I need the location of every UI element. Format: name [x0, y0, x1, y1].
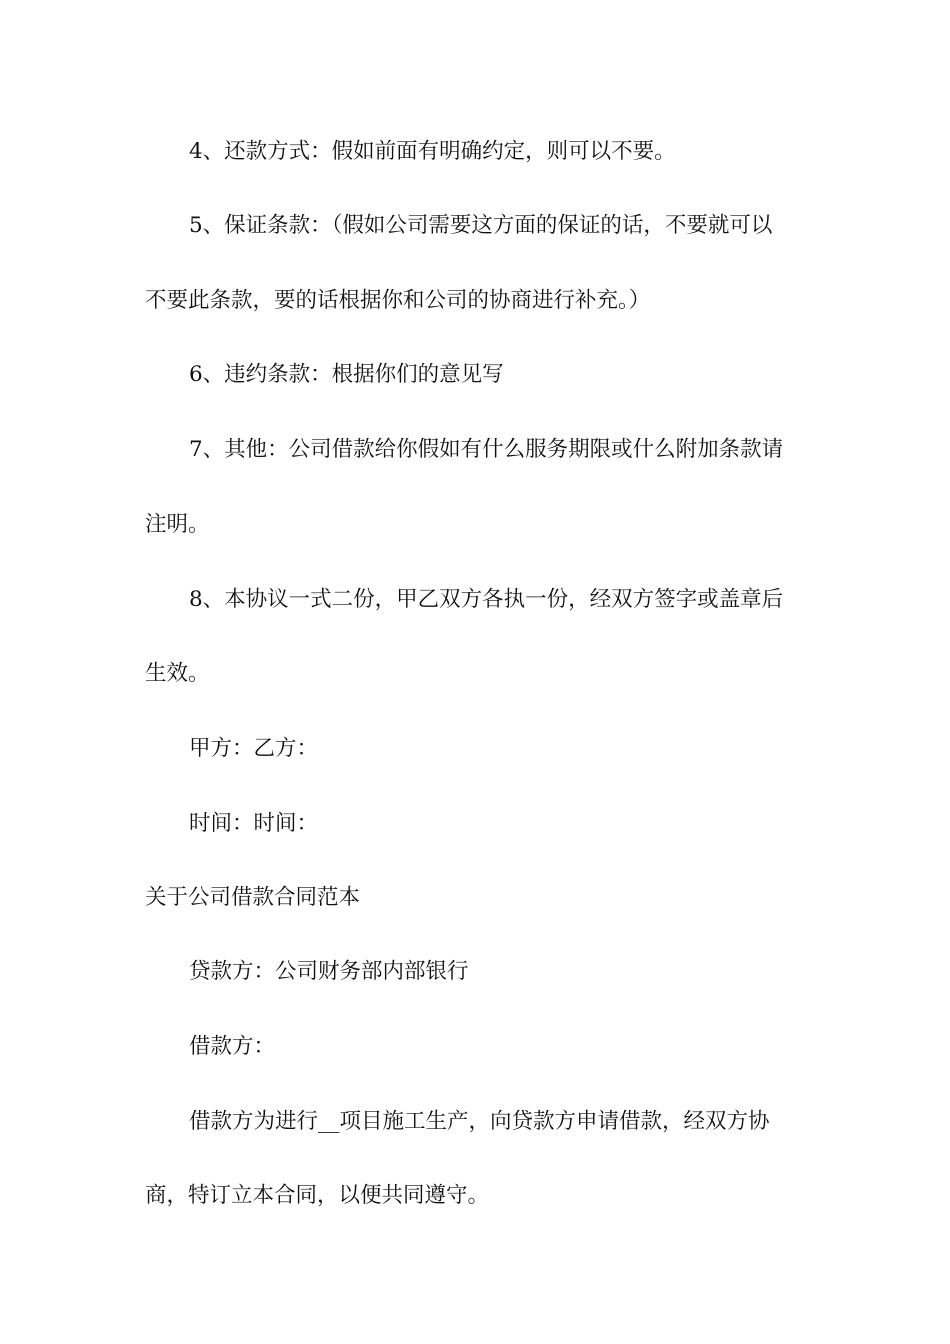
clause-8-copies: 8、本协议一式二份，甲乙双方各执一份，经双方签字或盖章后 — [189, 587, 784, 612]
clause-7-other: 7、其他：公司借款给你假如有什么服务期限或什么附加条款请 — [189, 437, 784, 462]
borrower-line: 借款方： — [189, 1034, 276, 1059]
signature-dates: 时间：时间： — [189, 811, 319, 836]
signature-parties: 甲方：乙方： — [189, 736, 319, 761]
section-title: 关于公司借款合同范本 — [145, 885, 361, 910]
clause-4-repayment: 4、还款方式：假如前面有明确约定，则可以不要。 — [189, 139, 676, 164]
clause-5-guarantee-cont: 不要此条款，要的话根据你和公司的协商进行补充。） — [145, 288, 651, 313]
preamble-cont: 商，特订立本合同，以便共同遵守。 — [145, 1183, 490, 1208]
lender-line: 贷款方：公司财务部内部银行 — [189, 959, 469, 984]
clause-6-breach: 6、违约条款：根据你们的意见写 — [189, 362, 504, 387]
clause-7-other-cont: 注明。 — [145, 512, 210, 537]
clause-8-copies-cont: 生效。 — [145, 661, 210, 686]
document-page — [145, 0, 807, 1344]
clause-5-guarantee: 5、保证条款：（假如公司需要这方面的保证的话，不要就可以 — [189, 213, 773, 238]
preamble: 借款方为进行__项目施工生产，向贷款方申请借款，经双方协 — [189, 1109, 770, 1134]
